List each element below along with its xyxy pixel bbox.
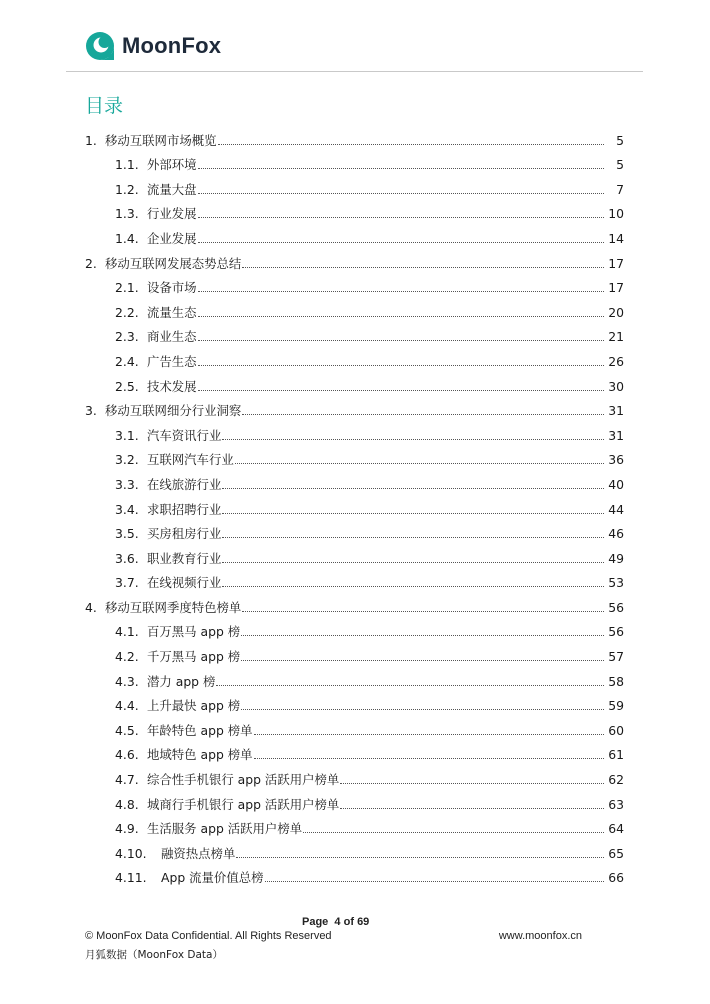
toc-entry-label: 行业发展 (147, 206, 197, 222)
toc-entry-number: 4.10. (115, 845, 147, 861)
toc-entry-page: 44 (608, 501, 624, 517)
toc-subsection[interactable] (0, 664, 710, 689)
toc-entry-number: 4.7. (115, 772, 139, 788)
toc-entry-number: 4.6. (115, 747, 139, 763)
page-of: of (343, 916, 354, 928)
toc-subsection[interactable] (0, 369, 710, 394)
moonfox-logo (84, 30, 221, 62)
toc-entry-number: 4. (85, 599, 97, 615)
toc-subsection[interactable] (0, 295, 710, 320)
toc-subsection[interactable] (0, 639, 710, 664)
toc-dot-leader (198, 193, 604, 194)
toc-entry-label: 百万黑马 app 榜 (147, 624, 241, 640)
toc-subsection[interactable] (0, 320, 710, 345)
toc-entry-label: 互联网汽车行业 (147, 452, 234, 468)
toc-title: 目录 (85, 95, 124, 117)
toc-entry-page: 30 (608, 378, 624, 394)
toc-entry-page: 46 (608, 526, 624, 542)
toc-subsection[interactable] (0, 172, 710, 197)
page-current: 4 (334, 916, 341, 928)
toc-entry-number: 1.2. (115, 181, 139, 197)
page-label: Page (302, 916, 329, 928)
toc-entry-label: 生活服务 app 活跃用户榜单 (147, 821, 303, 837)
toc-entry-label: 外部环境 (147, 157, 197, 173)
toc-entry-label: 年龄特色 app 榜单 (147, 722, 253, 738)
toc-entry-page: 17 (608, 255, 624, 271)
toc-entry-number: 3.5. (115, 526, 139, 542)
toc-subsection[interactable] (0, 566, 710, 591)
toc-entry-label: 移动互联网市场概览 (105, 132, 217, 148)
toc-entry-page: 62 (608, 772, 624, 788)
toc-entry-page: 17 (608, 280, 624, 296)
toc-entry-label: 求职招聘行业 (147, 501, 222, 517)
header-divider (66, 71, 643, 72)
toc-entry-number: 4.3. (115, 673, 139, 689)
toc-subsection[interactable] (0, 197, 710, 222)
toc-entry-page: 61 (608, 747, 624, 763)
toc-entry-label: 职业教育行业 (147, 550, 222, 566)
toc-entry-label: 千万黑马 app 榜 (147, 649, 241, 665)
toc-entry-page: 40 (608, 476, 624, 492)
toc-entry-page: 60 (608, 722, 624, 738)
toc-subsection[interactable] (0, 615, 710, 640)
toc-dot-leader (241, 635, 604, 636)
toc-entry-number: 4.2. (115, 649, 139, 665)
toc-section[interactable] (0, 246, 710, 271)
toc-entry-page: 14 (608, 230, 624, 246)
toc-entry-number: 1.1. (115, 157, 139, 173)
toc-entry-number: 2. (85, 255, 97, 271)
toc-entry-label: 融资热点榜单 (161, 845, 236, 861)
toc-entry-label: 移动互联网发展态势总结 (105, 255, 242, 271)
toc-dot-leader (241, 709, 604, 710)
toc-dot-leader (254, 734, 604, 735)
toc-entry-number: 3. (85, 403, 97, 419)
toc-entry-page: 5 (616, 132, 624, 148)
toc-dot-leader (303, 832, 604, 833)
toc-entry-number: 2.5. (115, 378, 139, 394)
toc-dot-leader (216, 685, 604, 686)
toc-entry-label: 商业生态 (147, 329, 197, 345)
toc-subsection[interactable] (0, 148, 710, 173)
toc-subsection[interactable] (0, 467, 710, 492)
toc-subsection[interactable] (0, 418, 710, 443)
toc-entry-label: 流量大盘 (147, 181, 197, 197)
toc-dot-leader (265, 881, 605, 882)
toc-subsection[interactable] (0, 713, 710, 738)
toc-entry-number: 3.3. (115, 476, 139, 492)
moonfox-logo-icon (84, 30, 116, 62)
toc-subsection[interactable] (0, 541, 710, 566)
toc-entry-number: 3.2. (115, 452, 139, 468)
toc-entry-label: 移动互联网细分行业洞察 (105, 403, 242, 419)
toc-entry-number: 3.6. (115, 550, 139, 566)
toc-dot-leader (218, 144, 604, 145)
copyright-notice: © MoonFox Data Confidential. All Rights Reserved (85, 930, 332, 942)
toc-section[interactable] (0, 590, 710, 615)
toc-subsection[interactable] (0, 443, 710, 468)
toc-entry-page: 36 (608, 452, 624, 468)
page-total: 69 (357, 916, 370, 928)
toc-dot-leader (222, 586, 604, 587)
toc-dot-leader (340, 808, 604, 809)
toc-entry-label: 地域特色 app 榜单 (147, 747, 253, 763)
toc-subsection[interactable] (0, 221, 710, 246)
toc-subsection[interactable] (0, 517, 710, 542)
toc-entry-page: 59 (608, 698, 624, 714)
toc-entry-number: 4.4. (115, 698, 139, 714)
toc-entry-label: 买房租房行业 (147, 526, 222, 542)
toc-dot-leader (198, 168, 604, 169)
toc-subsection[interactable] (0, 738, 710, 763)
toc-entry-page: 20 (608, 304, 624, 320)
toc-entry-number: 2.1. (115, 280, 139, 296)
toc-entry-number: 1. (85, 132, 97, 148)
toc-entry-label: 汽车资讯行业 (147, 427, 222, 443)
toc-section[interactable] (0, 123, 710, 148)
toc-entry-page: 63 (608, 796, 624, 812)
toc-dot-leader (242, 611, 604, 612)
toc-entry-number: 3.1. (115, 427, 139, 443)
toc-entry-label: 在线旅游行业 (147, 476, 222, 492)
toc-dot-leader (222, 513, 604, 514)
toc-entry-page: 10 (608, 206, 624, 222)
toc-dot-leader (198, 340, 604, 341)
toc-entry-label: 潜力 app 榜 (147, 673, 216, 689)
toc-dot-leader (198, 242, 604, 243)
toc-entry-page: 57 (608, 649, 624, 665)
toc-entry-number: 4.8. (115, 796, 139, 812)
toc-dot-leader (198, 291, 604, 292)
toc-entry-label: 在线视频行业 (147, 575, 222, 591)
toc-dot-leader (222, 488, 604, 489)
toc-entry-number: 4.11. (115, 870, 147, 886)
toc-entry-number: 4.9. (115, 821, 139, 837)
toc-subsection[interactable] (0, 861, 710, 886)
toc-entry-label: 广告生态 (147, 353, 197, 369)
toc-entry-label: App 流量价值总榜 (161, 870, 264, 886)
toc-dot-leader (222, 439, 604, 440)
website-link[interactable]: www.moonfox.cn (498, 930, 582, 942)
toc-entry-label: 设备市场 (147, 280, 197, 296)
toc-subsection[interactable] (0, 762, 710, 787)
toc-subsection[interactable] (0, 271, 710, 296)
toc-dot-leader (222, 562, 604, 563)
toc-dot-leader (236, 857, 604, 858)
toc-entry-label: 企业发展 (147, 230, 197, 246)
toc-entry-page: 58 (608, 673, 624, 689)
toc-dot-leader (254, 758, 604, 759)
toc-dot-leader (198, 217, 604, 218)
toc-entry-page: 31 (608, 427, 624, 443)
toc-subsection[interactable] (0, 787, 710, 812)
toc-entry-number: 1.4. (115, 230, 139, 246)
toc-entry-label: 流量生态 (147, 304, 197, 320)
toc-entry-label: 城商行手机银行 app 活跃用户榜单 (147, 796, 340, 812)
toc-entry-number: 3.4. (115, 501, 139, 517)
toc-entry-label: 移动互联网季度特色榜单 (105, 599, 242, 615)
toc-entry-page: 31 (608, 403, 624, 419)
toc-dot-leader (222, 537, 604, 538)
toc-entry-page: 53 (608, 575, 624, 591)
toc-subsection[interactable] (0, 344, 710, 369)
toc-dot-leader (198, 316, 604, 317)
toc-entry-page: 7 (616, 181, 624, 197)
toc-section[interactable] (0, 394, 710, 419)
toc-entry-page: 64 (608, 821, 624, 837)
table-of-contents (0, 123, 710, 885)
toc-dot-leader (340, 783, 604, 784)
toc-dot-leader (235, 463, 604, 464)
toc-entry-page: 49 (608, 550, 624, 566)
toc-entry-page: 56 (608, 599, 624, 615)
toc-subsection[interactable] (0, 812, 710, 837)
company-name: 月狐数据（MoonFox Data） (85, 949, 223, 961)
toc-entry-page: 66 (608, 870, 624, 886)
toc-entry-label: 上升最快 app 榜 (147, 698, 241, 714)
toc-dot-leader (242, 267, 604, 268)
toc-entry-number: 4.5. (115, 722, 139, 738)
page-number (302, 916, 369, 928)
toc-entry-number: 2.3. (115, 329, 139, 345)
toc-entry-label: 技术发展 (147, 378, 197, 394)
toc-entry-page: 21 (608, 329, 624, 345)
toc-dot-leader (198, 390, 604, 391)
toc-entry-label: 综合性手机银行 app 活跃用户榜单 (147, 772, 340, 788)
toc-entry-page: 5 (616, 157, 624, 173)
toc-entry-page: 65 (608, 845, 624, 861)
toc-entry-number: 2.2. (115, 304, 139, 320)
toc-subsection[interactable] (0, 689, 710, 714)
toc-subsection[interactable] (0, 492, 710, 517)
toc-dot-leader (242, 414, 604, 415)
toc-entry-number: 2.4. (115, 353, 139, 369)
toc-entry-page: 26 (608, 353, 624, 369)
toc-entry-number: 3.7. (115, 575, 139, 591)
toc-dot-leader (198, 365, 604, 366)
toc-dot-leader (241, 660, 604, 661)
logo-wordmark: MoonFox (122, 33, 222, 58)
toc-entry-page: 56 (608, 624, 624, 640)
toc-entry-number: 1.3. (115, 206, 139, 222)
toc-entry-number: 4.1. (115, 624, 139, 640)
toc-subsection[interactable] (0, 836, 710, 861)
